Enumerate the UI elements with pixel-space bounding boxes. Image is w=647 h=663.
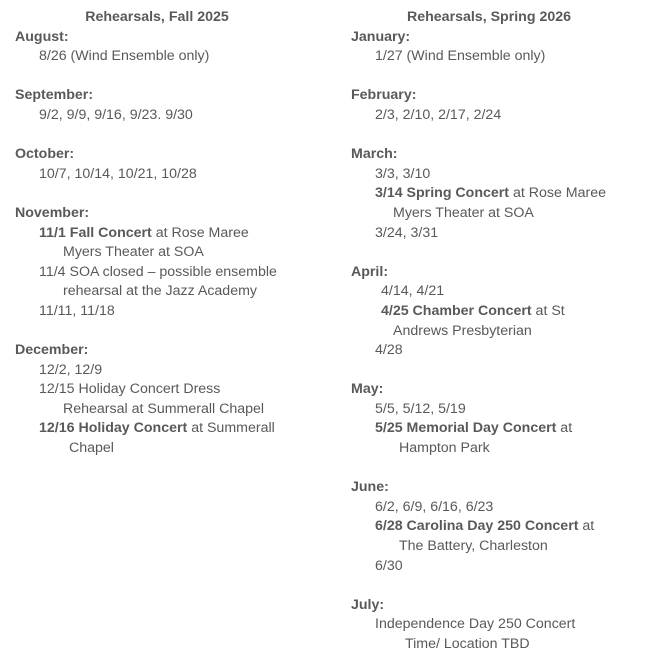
month-label: February: [351, 87, 417, 104]
concert-venue-cont: Myers Theater at SOA [393, 204, 534, 221]
month-label: November: [15, 204, 90, 221]
month-june [351, 478, 641, 576]
concert-title: 12/16 Holiday Concert [39, 420, 188, 437]
concert-venue: at [556, 420, 573, 437]
rehearsal-dates: 11/11, 11/18 [39, 302, 115, 319]
month-october [15, 145, 315, 184]
concert-venue-cont: Chapel [69, 440, 114, 457]
fall-2025-column [15, 8, 315, 478]
spring-2026-column [351, 8, 641, 655]
concert-venue: at Rose Maree [509, 185, 607, 202]
month-label: June: [351, 479, 389, 496]
rehearsal-dates: 6/2, 6/9, 6/16, 6/23 [375, 498, 494, 515]
month-december [15, 341, 315, 459]
rehearsal-dates: 9/2, 9/9, 9/16, 9/23. 9/30 [39, 106, 193, 123]
concert-venue-cont: Andrews Presbyterian [393, 322, 532, 339]
dress-rehearsal-text: 12/15 Holiday Concert Dress [39, 381, 221, 398]
rehearsal-dates: 8/26 (Wind Ensemble only) [39, 48, 210, 65]
month-label: August: [15, 28, 69, 45]
month-label: March: [351, 146, 398, 163]
concert-venue: at Summerall [187, 420, 275, 437]
rehearsal-dates: 12/2, 12/9 [39, 361, 103, 378]
month-label: July: [351, 596, 385, 613]
month-label: April: [351, 263, 389, 280]
month-january [351, 28, 641, 67]
concert-title: 3/14 Spring Concert [375, 185, 510, 202]
concert-entry [15, 419, 315, 458]
concert-location: Time/ Location TBD [405, 636, 530, 652]
concert-title: 5/25 Memorial Day Concert [375, 420, 557, 437]
month-label: October: [15, 146, 75, 163]
month-march [351, 145, 641, 243]
concert-entry [351, 302, 641, 341]
note-text-cont: rehearsal at the Jazz Academy [63, 283, 257, 300]
month-february [351, 86, 641, 125]
month-july [351, 596, 641, 655]
month-label: December: [15, 342, 89, 359]
concert-entry: Independence Day 250 Concert [375, 616, 576, 633]
dress-rehearsal-cont: Rehearsal at Summerall Chapel [63, 400, 265, 417]
fall-2025-title: Rehearsals, Fall 2025 [85, 9, 229, 25]
rehearsal-dates: 2/3, 2/10, 2/17, 2/24 [375, 106, 502, 123]
month-august [15, 28, 315, 67]
note-entry [15, 263, 315, 302]
concert-venue: at [578, 518, 595, 535]
month-september [15, 86, 315, 125]
concert-title: 4/25 Chamber Concert [381, 302, 532, 319]
concert-entry [351, 419, 641, 458]
rehearsal-dates: 5/5, 5/12, 5/19 [375, 400, 466, 417]
spring-2026-title: Rehearsals, Spring 2026 [406, 9, 572, 25]
rehearsal-dates: 3/24, 3/31 [375, 224, 439, 241]
rehearsal-dates: 4/14, 4/21 [381, 283, 445, 300]
month-label: January: [351, 28, 411, 45]
concert-entry [351, 184, 641, 223]
rehearsal-dates: 3/3, 3/10 [375, 165, 431, 182]
month-label: September: [15, 87, 94, 104]
month-may [351, 380, 641, 458]
concert-entry [351, 517, 641, 556]
month-november [15, 204, 315, 322]
concert-venue: at Rose Maree [151, 224, 249, 241]
month-label: May: [351, 381, 384, 398]
concert-title: 6/28 Carolina Day 250 Concert [375, 518, 579, 535]
concert-title: 11/1 Fall Concert [39, 224, 152, 241]
concert-venue-cont: The Battery, Charleston [399, 538, 548, 555]
dress-rehearsal-entry [15, 380, 315, 419]
month-april [351, 263, 641, 361]
rehearsal-dates: 4/28 [375, 342, 403, 359]
rehearsal-dates: 6/30 [375, 557, 403, 574]
rehearsal-dates: 10/7, 10/14, 10/21, 10/28 [39, 165, 197, 182]
concert-entry [15, 224, 315, 263]
concert-venue-cont: Hampton Park [399, 440, 490, 457]
note-text: 11/4 SOA closed – possible ensemble [39, 263, 277, 280]
concert-venue-cont: Myers Theater at SOA [63, 244, 204, 261]
concert-venue: at St [531, 302, 565, 319]
rehearsal-dates: 1/27 (Wind Ensemble only) [375, 48, 546, 65]
